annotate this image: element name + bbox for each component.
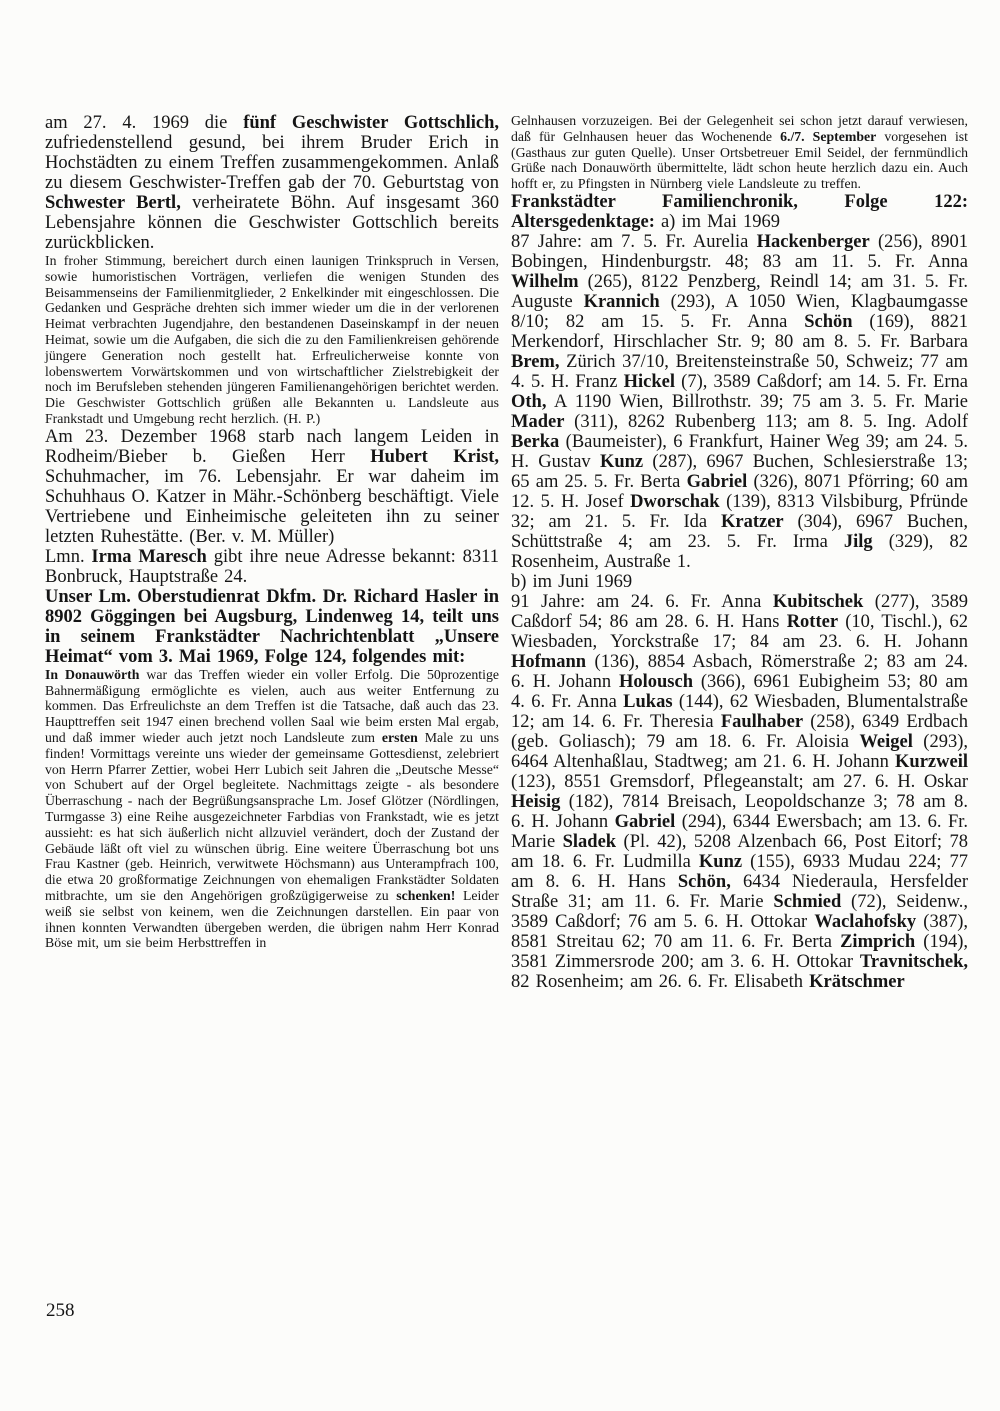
paragraph-treffen-bericht: In froher Stimmung, bereichert durch einen launigen Trinkspruch in Versen, sowie humoristischen Vorträgen, verliefen die wenigen Stunden des Beisammenseins der Familienmitglieder, 2 Enkelkinder mit eingeschlossen. Die Gedanken und Gespräche drehten sich immer wieder um die in der verlorenen Heimat verbrachten Jugendjahre, den bestandenen Daseinskampf in der neuen Heimat, sowie um die Aufgaben, die sich die zu den Familienkreisen gehörende jüngere Generation noch gestellt hat. Erfreulicherweise konnte von lobenswertem Vorwärtskommen und von wirtschaftlicher Zielstrebigkeit der noch im Berufsleben stehenden jüngeren Familienangehörigen berichtet werden. Die Geschwister Gottschlich grüßen alle Bekannten u. Landsleute aus Frankstadt und Umgebung recht herzlich. (H. P.) <box>45 253 499 426</box>
paragraph-adresse-maresch: Lmn. Irma Maresch gibt ihre neue Adresse bekannt: 8311 Bonbruck, Hauptstraße 24. <box>45 546 499 587</box>
page-number: 258 <box>46 1300 75 1321</box>
paragraph-geschwister-treffen: am 27. 4. 1969 die fünf Geschwister Gottschlich, zufriedenstellend gesund, bei ihrem Bruder Erich in Hochstädten zu einem Treffen zusammengekommen. Anlaß zu diesem Geschwister-Treffen gab der 70. Geburtstag von Schwester Bertl, verheiratete Böhn. Auf insgesamt 360 Lebensjahre können die Geschwister Gottschlich bereits zurückblicken. <box>45 113 499 253</box>
paragraph-gelnhausen-hinweis: Gelnhausen vorzuzeigen. Bei der Gelegenheit sei schon jetzt darauf verwiesen, daß für Gelnhausen heuer das Wochenende 6./7. September vorgesehen ist (Gasthaus zur guten Quelle). Unser Ortsbetreuer Emil Seidel, der fernmündlich Grüße nach Donauwörth übermittelte, lädt schon heute herzlich dazu ein. Auch hofft er, zu Pfingsten in Nürnberg viele Landsleute zu treffen. <box>511 113 968 192</box>
left-column <box>45 113 499 951</box>
right-column <box>511 113 968 992</box>
paragraph-altersgedenktage-mai: 87 Jahre: am 7. 5. Fr. Aurelia Hackenberger (256), 8901 Bobingen, Hindenburgstr. 48; 83 am 11. 5. Fr. Anna Wilhelm (265), 8122 Penzberg, Reindl 14; am 31. 5. Fr. Auguste Krannich (293), A 1050 Wien, Klagbaumgasse 8/10; 82 am 15. 5. Fr. Anna Schön (169), 8821 Merkendorf, Hirschlacher Str. 9; 80 am 8. 5. Fr. Barbara Brem, Zürich 37/10, Breitensteinstraße 50, Schweiz; 77 am 4. 5. H. Franz Hickel (7), 3589 Caßdorf; am 14. 5. Fr. Erna Oth, A 1190 Wien, Billrothstr. 39; 75 am 3. 5. Fr. Marie Mader (311), 8262 Rubenberg 113; am 8. 5. Ing. Adolf Berka (Baumeister), 6 Frankfurt, Hainer Weg 39; am 24. 5. H. Gustav Kunz (287), 6967 Buchen, Schlesierstraße 13; 65 am 25. 5. Fr. Berta Gabriel (326), 8071 Pförring; 60 am 12. 5. H. Josef Dworschak (139), 8313 Vilsbiburg, Pfründe 32; am 21. 5. Fr. Ida Kratzer (304), 6967 Buchen, Schüttstraße 4; am 23. 5. Fr. Irma Jilg (329), 82 Rosenheim, Austraße 1. <box>511 231 969 572</box>
heading-familienchronik: Frankstädter Familienchronik, Folge 122: Altersgedenktage: a) im Mai 1969 <box>511 191 968 232</box>
subheading-juni: b) im Juni 1969 <box>511 571 633 592</box>
paragraph-hasler-mitteilung: Unser Lm. Oberstudienrat Dkfm. Dr. Richard Hasler in 8902 Göggingen bei Augsburg, Lindenweg 14, teilt uns in seinem Frankstädter Nachrichtenblatt „Unsere Heimat“ vom 3. Mai 1969, Folge 124, folgendes mit: <box>45 586 499 667</box>
paragraph-donauwoerth-treffen: In Donauwörth war das Treffen wieder ein voller Erfolg. Die 50prozentige Bahnermäßigung ermöglichte es vielen, auch aus weiter Entfernung zu kommen. Das Erfreulichste an dem Treffen ist die Tatsache, daß auch das 23. Haupttreffen seit 1947 einen brechend vollen Saal wie beim ersten Mal ergab, und daß immer wieder auch jetzt noch Landsleute zum ersten Male zu uns finden! Vormittags vereinte uns wieder der gemeinsame Gottesdienst, zelebriert von Herrn Pfarrer Zettier, wobei Herr Lubich seit Jahren die „Deutsche Messe“ von Schubert auf der Orgel begleitete. Nachmittags zeigte - als besondere Überraschung - nach der Begrüßungsansprache Lm. Josef Glötzer (Nördlingen, Turmgasse 3) eine Reihe ausgezeichneter Farbdias von Frankstadt, wie es jetzt aussieht: es hat sich äußerlich nicht allzuviel verändert, doch der Zustand der Gebäude läßt oft viel zu wünschen übrig. Eine weitere Überraschung bot uns Frau Kastner (geb. Heinrich, verwitwete Höchsmann) aus Unterampfrach 100, die etwa 20 großformatige Zeichnungen von ehemaligen Frankstädter Soldaten mitbrachte, um sie den Angehörigen großzügigerweise zu schenken! Leider weiß sie selbst von keinem, wen die Zeichnungen darstellen. Ein paar von ihnen konnten Verwandten übergeben werden, die übrigen nahm Herr Konrad Böse mit, um sie beim Herbsttreffen in <box>45 666 499 951</box>
paragraph-nachruf-krist: Am 23. Dezember 1968 starb nach langem Leiden in Rodheim/Bieber b. Gießen Herr Hubert Krist, Schuhmacher, im 76. Lebensjahr. Er war daheim im Schuhhaus O. Katzer in Mähr.-Schönberg beschäftigt. Viele Vertriebene und Einheimische geleiteten ihn zu seiner letzten Ruhestätte. (Ber. v. M. Müller) <box>45 426 499 547</box>
paragraph-altersgedenktage-juni: 91 Jahre: am 24. 6. Fr. Anna Kubitschek (277), 3589 Caßdorf 54; 86 am 28. 6. H. Hans Rotter (10, Tischl.), 62 Wiesbaden, Yorckstraße 17; 84 am 23. 6. H. Johann Hofmann (136), 8854 Asbach, Römerstraße 2; 83 am 24. 6. H. Johann Holousch (366), 6961 Eubigheim 53; 80 am 4. 6. Fr. Anna Lukas (144), 62 Wiesbaden, Blumentalstraße 12; am 14. 6. Fr. Theresia Faulhaber (258), 6349 Erdbach (geb. Goliasch); 79 am 18. 6. Fr. Aloisia Weigel (293), 6464 Altenhaßlau, Stadtweg; am 21. 6. H. Johann Kurzweil (123), 8551 Gremsdorf, Pflegeanstalt; am 27. 6. H. Oskar Heisig (182), 7814 Breisach, Leopoldschanze 3; 78 am 8. 6. H. Johann Gabriel (294), 6344 Ewersbach; am 13. 6. Fr. Marie Sladek (Pl. 42), 5208 Alzenbach 66, Post Eitorf; 78 am 18. 6. Fr. Ludmilla Kunz (155), 6933 Mudau 224; 77 am 8. 6. H. Hans Schön, 6434 Niederaula, Hersfelder Straße 31; am 11. 6. Fr. Marie Schmied (72), Seidenw., 3589 Caßdorf; 76 am 5. 6. H. Ottokar Waclahofsky (387), 8581 Streitau 62; 70 am 11. 6. Fr. Berta Zimprich (194), 3581 Zimmersrode 200; am 3. 6. H. Ottokar Travnitschek, 82 Rosenheim; am 26. 6. Fr. Elisabeth Krätschmer <box>511 591 969 992</box>
